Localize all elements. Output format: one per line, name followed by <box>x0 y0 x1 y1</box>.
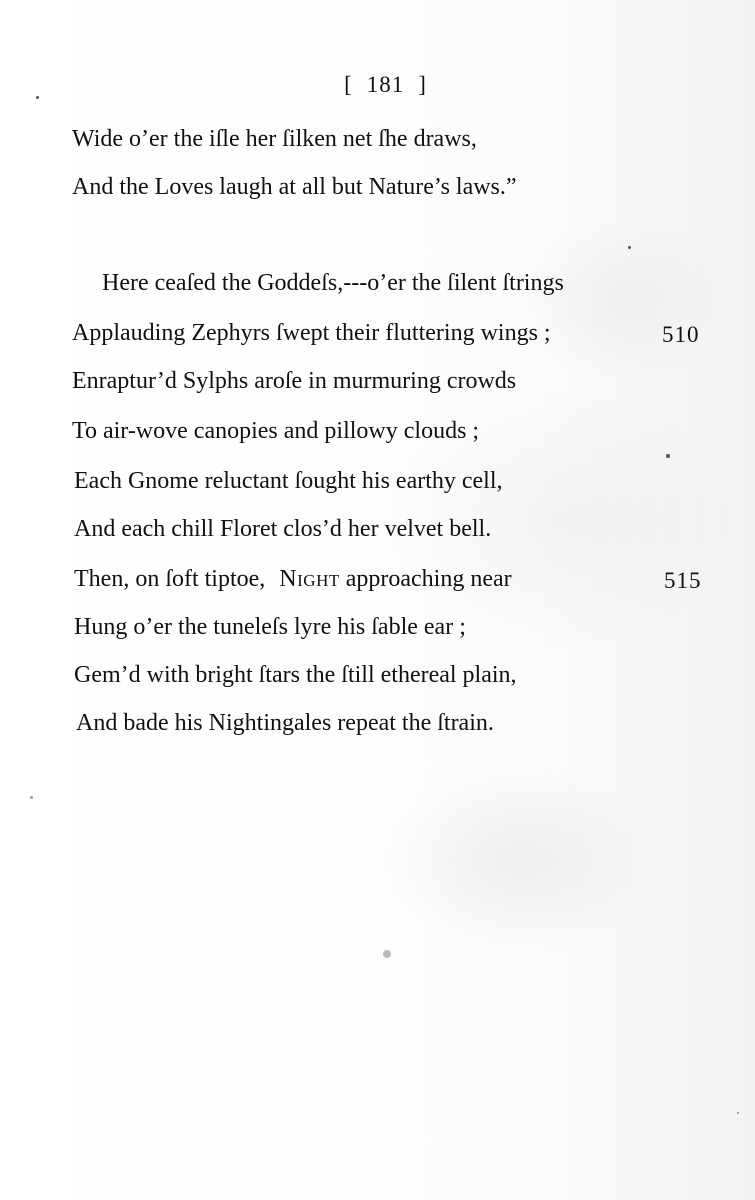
line-number-510: 510 <box>662 322 700 347</box>
poem-line-12: And bade his Nightingales repeat the ſtrain. <box>76 710 494 736</box>
paper-speck <box>30 796 33 799</box>
poem-line-10: Hung o’er the tuneleſs lyre his ſable ear ; <box>74 614 466 640</box>
page-number-value: 181 <box>366 72 405 97</box>
poem-line-5: Enraptur’d Sylphs aroſe in murmuring crowds <box>72 368 517 394</box>
poem-line-3: Here ceaſed the Goddeſs,---o’er the ſilent ſtrings <box>102 270 564 296</box>
poem-line-11: Gem’d with bright ſtars the ſtill ethereal plain, <box>74 662 517 688</box>
paper-speck <box>383 950 391 958</box>
poem-line-8: And each chill Floret clos’d her velvet bell. <box>74 516 492 542</box>
poem-line-7: Each Gnome reluctant ſought his earthy cell, <box>74 468 503 494</box>
poem-line-2: And the Loves laugh at all but Nature’s laws.” <box>72 174 517 200</box>
line-9-before: Then, on ſoft tiptoe, <box>74 566 266 592</box>
poem-line-9 <box>74 564 512 594</box>
poem-line-6: To air-wove canopies and pillowy clouds ; <box>72 418 480 444</box>
line-number-515: 515 <box>664 568 702 593</box>
paper-speck <box>628 246 631 249</box>
poem-line-1: Wide o’er the iſle her ſilken net ſhe draws, <box>72 126 477 152</box>
paper-speck <box>36 96 39 99</box>
night-smallcaps: Night <box>279 566 340 592</box>
line-9-after: approaching near <box>345 566 512 592</box>
right-bracket: ] <box>418 72 427 97</box>
paper-speck <box>666 454 670 458</box>
paper-speck <box>737 1112 739 1114</box>
poem-line-4: Applauding Zephyrs ſwept their fluttering wings ; <box>72 320 551 346</box>
left-bracket: [ <box>344 72 353 97</box>
